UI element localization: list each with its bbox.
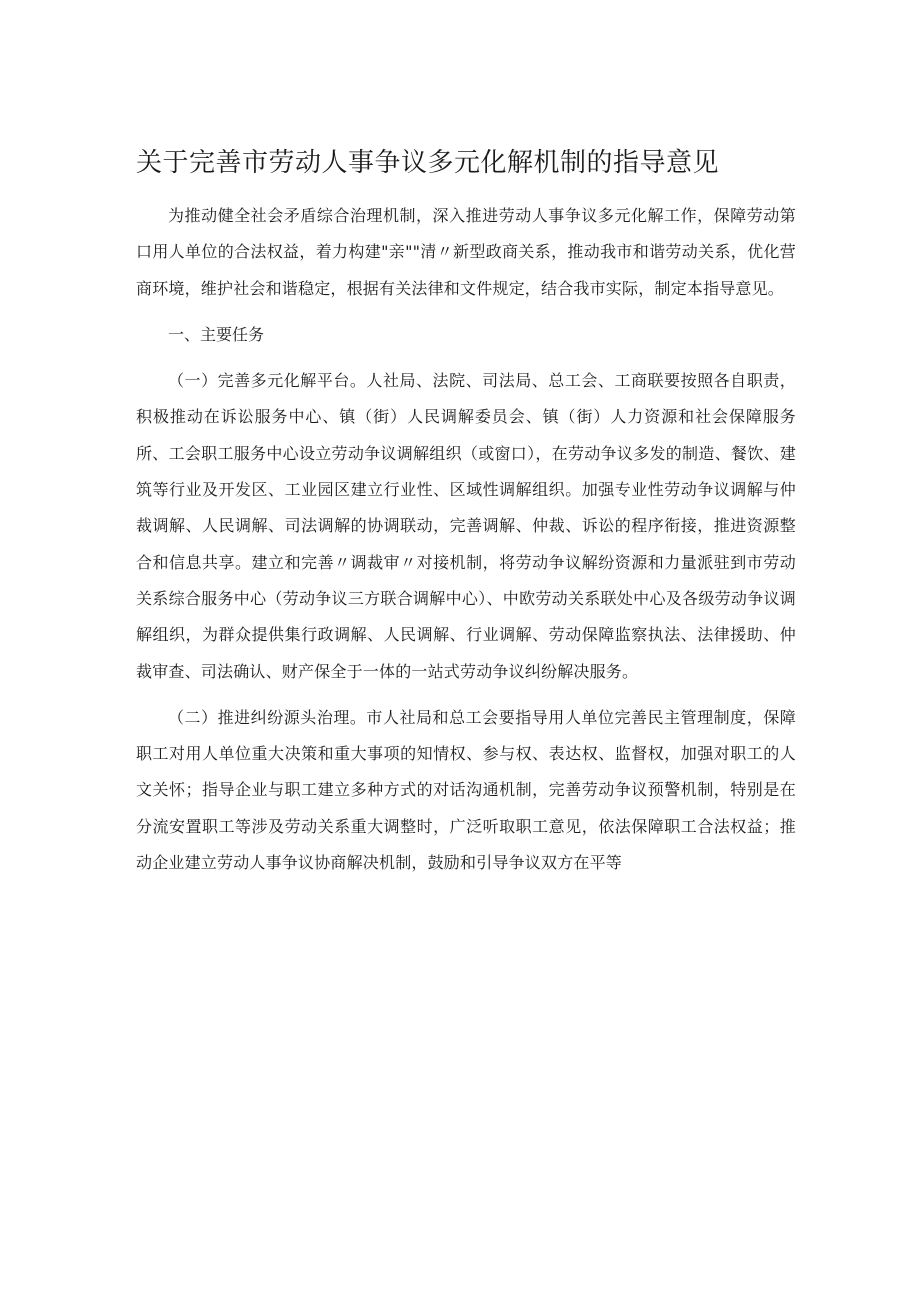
document-body bbox=[136, 198, 796, 881]
task-item-1-paragraph: （一）完善多元化解平台。人社局、法院、司法局、总工会、工商联要按照各自职责，积极推动在诉讼服务中心、镇（街）人民调解委员会、镇（街）人力资源和社会保障服务所、工会职工服务中心设立劳动争议调解组织（或窗口），在劳动争议多发的制造、餐饮、建筑等行业及开发区、工业园区建立行业性、区域性调解组织。加强专业性劳动争议调解与仲裁调解、人民调解、司法调解的协调联动，完善调解、仲裁、诉讼的程序衔接，推进资源整合和信息共享。建立和完善〃调裁审〃对接机制，将劳动争议解纷资源和力量派驻到市劳动关系综合服务中心（劳动争议三方联合调解中心）、中欧劳动关系联处中心及各级劳动争议调解组织，为群众提供集行政调解、人民调解、行业调解、劳动保障监察执法、法律援助、仲裁审查、司法确认、财产保全于一体的一站式劳动争议纠纷解决服务。 bbox=[136, 371, 796, 681]
document-title: 关于完善市劳动人事争议多元化解机制的指导意见 bbox=[136, 148, 720, 178]
task-item-2-paragraph: （二）推进纠纷源头治理。市人社局和总工会要指导用人单位完善民主管理制度，保障职工对用人单位重大决策和重大事项的知情权、参与权、表达权、监督权，加强对职工的人文关怀；指导企业与职工建立多种方式的对话沟通机制，完善劳动争议预警机制，特别是在分流安置职工等涉及劳动关系重大调整时，广泛听取职工意见，依法保障职工合法权益；推动企业建立劳动人事争议协商解决机制，鼓励和引导争议双方在平等 bbox=[136, 707, 796, 873]
section-heading-main-tasks: 一、主要任务 bbox=[168, 324, 265, 344]
intro-paragraph: 为推动健全社会矛盾综合治理机制，深入推进劳动人事争议多元化解工作，保障劳动第口用人单位的合法权益，着力构建"亲""清〃新型政商关系，推动我市和谐劳动关系，优化营商环境，维护社会和谐稳定，根据有关法律和文件规定，结合我市实际，制定本指导意见。 bbox=[136, 206, 796, 298]
